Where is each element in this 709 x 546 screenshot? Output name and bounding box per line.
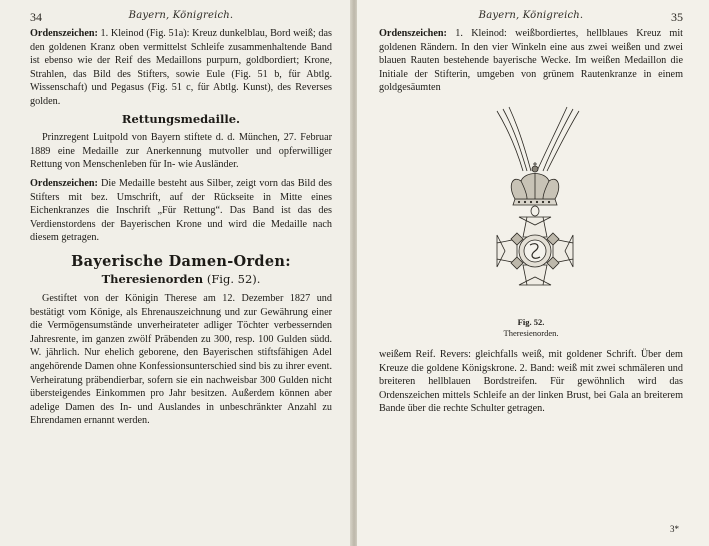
left-page-number: 34 (30, 10, 42, 24)
left-page (0, 0, 352, 546)
heading-theresienorden (30, 273, 332, 287)
left-running-head (30, 4, 332, 22)
left-paragraph-3 (30, 177, 332, 245)
right-paragraph-2: weißem Reif. Revers: gleichfalls weiß, mit goldener Schrift. Über dem Kreuze die goldene Königskrone. 2. Band: weiß mit zwei schmäleren und breiteren hellblauen Bordstreifen. Für gewöhnlich wird das Ordenszeichen mittels Schleife an der linken Brust, bei Gala an breiterem Bande über die rechte Schulter getragen. (379, 348, 683, 415)
left-p1-label: Ordenszeichen: (30, 28, 98, 39)
left-paragraph-1 (30, 27, 332, 109)
left-paragraph-4: Gestiftet von der Königin Therese am 12. Dezember 1827 und bestätigt vom Könige, als Ehrenauszeichnung und zur Gewährung einer die Vermögensumstände unverheirateter adliger Töchter verbessernden Jahresrente, im ganzen zwölf Präbenden zu 300, resp. 100 Gulden südd. W. jährlich. Nur ehelich geborene, den Bayerischen stiftsfähigen Adel angehörende Damen ohne Konfessionsunterschied sind bis zu ihrer event. Verheiratung präbendierbar, sofern sie ein nachweisbar 300 Gulden nicht übersteigendes Einkommen pro Jahr besitzen. Außerdem können aber adelige Damen des In- und Auslandes in unbeschränkter Anzahl zu Ehrendamen ernannt werden. (30, 293, 332, 427)
left-paragraph-2: Prinzregent Luitpold von Bayern stiftete d. d. München, 27. Februar 1889 eine Medaille zur Anerkennung mutvoller und opferwilliger Rettung von Menschenleben für In- wie Ausländer. (30, 132, 332, 171)
left-p3-label: Ordenszeichen: (30, 177, 98, 189)
figure-caption-title: Theresienorden. (503, 327, 559, 338)
right-p1-label: Ordenszeichen: (379, 28, 447, 39)
right-page-number: 35 (671, 10, 683, 24)
right-running-head (379, 4, 683, 22)
heading-rettungsmedaille: Rettungsmedaille. (121, 111, 241, 126)
order-engraving-image (379, 101, 683, 313)
heading-theresienorden-ref: (Fig. 52). (203, 271, 261, 286)
heading-damen-orden: Bayerische Damen-Orden: (71, 252, 291, 270)
figure-caption (379, 317, 683, 339)
right-p1-text: 1. Kleinod: weißbordiertes, hellblaues Kreuz mit goldenen Rändern. In den vier Winkeln eine aus zwei weißen und zwei blauen Rauten bestehende bayerische Wecke. Im weißen Medaillon die Initiale der Stifterin, umgeben von grünem Rautenkranze in einem goldgesäumten (379, 28, 683, 94)
left-running-title: Bayern, Königreich. (128, 10, 234, 21)
right-page (357, 0, 709, 546)
signature-mark: 3* (670, 524, 679, 534)
heading-theresienorden-name: Theresienorden (101, 271, 204, 286)
left-p3-text: Die Medaille besteht aus Silber, zeigt vorn das Bild des Stifters mit bez. Umschrift, auf der Rückseite in Mitte eines Eichenkranzes die Inschrift „Für Rettung“. Das Band ist das des Verdienstordens der Bayerischen Krone und wird die Medaille nach diesem getragen. (30, 177, 332, 244)
right-running-title: Bayern, Königreich. (478, 10, 584, 21)
theresienorden-illustration (379, 101, 683, 313)
figure-caption-number: Fig. 52. (517, 316, 545, 327)
right-body (379, 27, 683, 416)
left-body (30, 27, 332, 428)
left-p1-text: 1. Kleinod (Fig. 51a): Kreuz dunkelblau, Bord weiß; das den goldenen Kranz oben vermittelst Schleife zusammenhaltende Band ist ebenso wie der Reif des Medaillons purpurn, goldbordiert; Krone, Strahlen, das Bild des Stifters, sowie Eule (Fig. 51 b, für Abtlg. Wissenschaft) und Pegasus (Fig. 51 c, für Abtlg. Kunst), des Reverses golden. (30, 28, 332, 107)
right-paragraph-1 (379, 27, 683, 95)
